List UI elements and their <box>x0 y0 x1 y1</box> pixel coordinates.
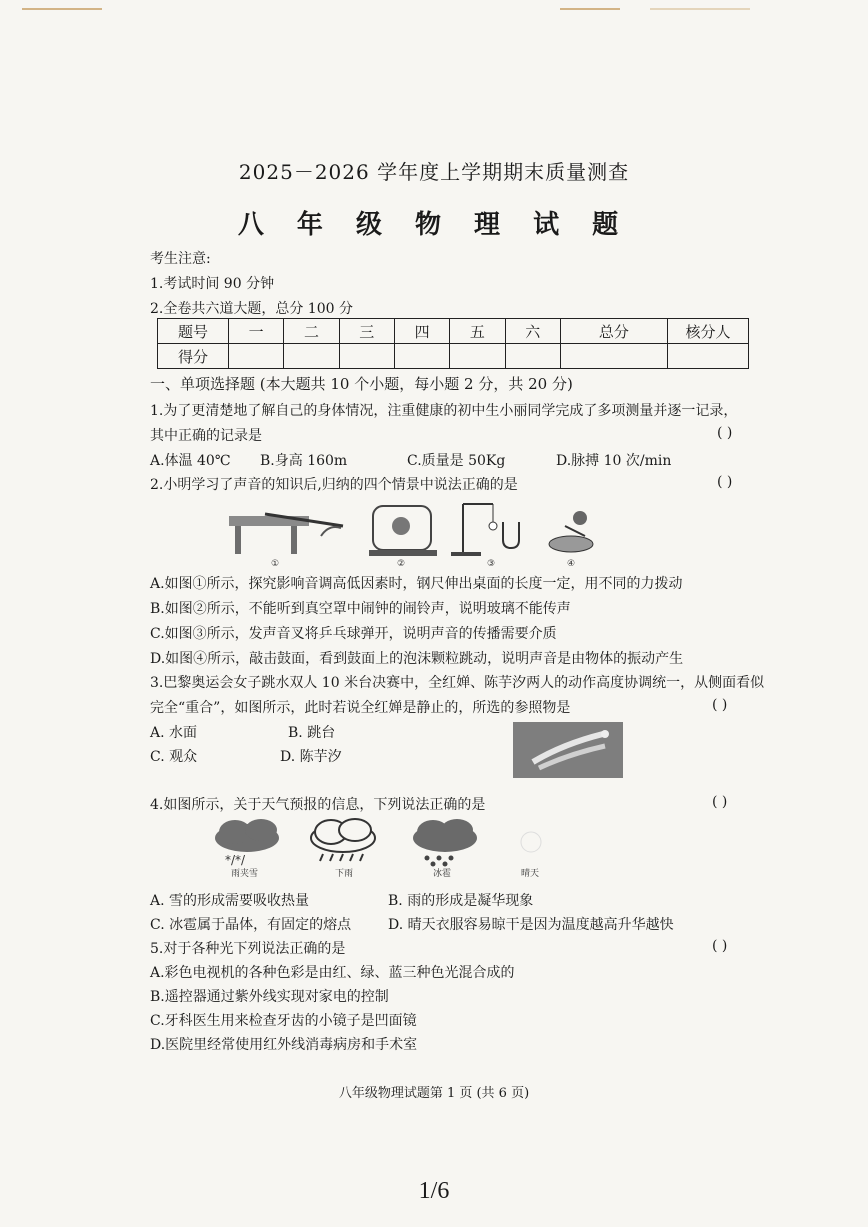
question-stem: 其中正确的记录是 <box>150 428 262 444</box>
ruler-on-table-illustration <box>229 514 343 554</box>
figure-caption: ① <box>271 559 280 568</box>
table-cell: 总分 <box>560 319 667 344</box>
sound-experiments-figure <box>225 496 605 568</box>
question-stem: 4.如图所示，关于天气预报的信息，下列说法正确的是 <box>150 797 486 813</box>
score-input-cell[interactable] <box>668 344 749 369</box>
score-table-score-row <box>158 344 749 369</box>
score-input-cell[interactable] <box>339 344 394 369</box>
scan-artifact <box>560 8 620 10</box>
score-input-cell[interactable] <box>394 344 449 369</box>
figure-caption: ④ <box>567 559 576 568</box>
option: A. 水面 <box>150 725 198 741</box>
svg-text:*/*/: */*/ <box>225 853 246 867</box>
table-cell: 题号 <box>158 319 229 344</box>
question-stem: 5.对于各种光下列说法正确的是 <box>150 941 346 957</box>
page-footer: 八年级物理试题第 1 页 (共 6 页) <box>338 1086 530 1101</box>
question-stem: 完全“重合”，如图所示，此时若说全红婵是静止的，所选的参照物是 <box>150 700 571 716</box>
option: A. 雪的形成需要吸收热量 <box>150 893 310 909</box>
table-cell: 得分 <box>158 344 229 369</box>
option: C.如图③所示，发声音叉将乒乓球弹开，说明声音的传播需要介质 <box>150 626 557 642</box>
option: D.医院里经常使用红外线消毒病房和手术室 <box>150 1037 418 1053</box>
option: B. 雨的形成是凝华现象 <box>388 893 534 909</box>
table-cell: 一 <box>229 319 284 344</box>
scan-artifact <box>22 8 102 10</box>
option: A.彩色电视机的各种色彩是由红、绿、蓝三种色光混合成的 <box>150 965 515 981</box>
drum-illustration <box>549 511 593 552</box>
table-cell: 核分人 <box>668 319 749 344</box>
table-cell: 四 <box>394 319 449 344</box>
hail-cloud-icon <box>413 819 477 867</box>
score-table-header-row <box>158 319 749 344</box>
answer-parentheses[interactable]: ( ) <box>717 425 733 441</box>
option: C. 冰雹属于晶体，有固定的熔点 <box>150 917 352 933</box>
scan-artifact <box>650 8 750 10</box>
option: A.如图①所示，探究影响音调高低因素时，钢尺伸出桌面的长度一定，用不同的力拨动 <box>150 576 683 592</box>
option: B.身高 160m <box>260 453 348 469</box>
table-cell: 二 <box>284 319 339 344</box>
sleet-cloud-icon <box>215 819 279 867</box>
option: D.脉搏 10 次/min <box>556 453 672 469</box>
tuning-fork-illustration <box>451 504 519 556</box>
bell-jar-illustration <box>369 506 437 556</box>
answer-parentheses[interactable]: ( ) <box>712 938 728 954</box>
option: B. 跳台 <box>288 725 336 741</box>
exam-title-line2: 八 年 级 物 理 试 题 <box>237 210 631 240</box>
answer-parentheses[interactable]: ( ) <box>712 697 728 713</box>
figure-caption: 晴天 <box>521 869 540 879</box>
rain-cloud-icon <box>311 819 375 861</box>
table-cell: 五 <box>450 319 505 344</box>
diving-photo <box>513 722 623 778</box>
figure-caption: 雨夹雪 <box>231 869 259 879</box>
page-indicator: 1/6 <box>418 1178 450 1204</box>
score-input-cell[interactable] <box>505 344 560 369</box>
score-table <box>157 318 749 369</box>
option: C. 观众 <box>150 749 198 765</box>
figure-caption: ③ <box>487 559 496 568</box>
option: B.遥控器通过紫外线实现对家电的控制 <box>150 989 389 1005</box>
answer-parentheses[interactable]: ( ) <box>717 474 733 490</box>
figure-caption: 下雨 <box>335 869 354 879</box>
exam-title-line1: 2025－2026 学年度上学期期末质量测查 <box>238 160 630 184</box>
option: A.体温 40℃ <box>150 453 231 469</box>
option: C.质量是 50Kg <box>407 453 506 469</box>
table-cell: 六 <box>505 319 560 344</box>
option: D. 晴天衣服容易晾干是因为温度越高升华越快 <box>388 917 674 933</box>
weather-icons-figure <box>205 818 565 880</box>
notice-item: 2.全卷共六道大题，总分 100 分 <box>150 301 353 317</box>
score-input-cell[interactable] <box>560 344 667 369</box>
option: C.牙科医生用来检查牙齿的小镜子是凹面镜 <box>150 1013 417 1029</box>
question-stem: 2.小明学习了声音的知识后,归纳的四个情景中说法正确的是 <box>150 477 518 493</box>
option: B.如图②所示，不能听到真空罩中闹钟的闹铃声，说明玻璃不能传声 <box>150 601 571 617</box>
sunny-icon <box>521 832 541 852</box>
figure-caption: 冰雹 <box>433 869 452 879</box>
answer-parentheses[interactable]: ( ) <box>712 794 728 810</box>
question-stem: 3.巴黎奥运会女子跳水双人 10 米台决赛中，全红婵、陈芋汐两人的动作高度协调统一，从侧面看似 <box>150 675 765 691</box>
figure-caption: ② <box>397 559 406 568</box>
section-heading: 一、单项选择题 (本大题共 10 个小题，每小题 2 分，共 20 分) <box>150 375 573 393</box>
score-input-cell[interactable] <box>284 344 339 369</box>
option: D.如图④所示，敲击鼓面，看到鼓面上的泡沫颗粒跳动，说明声音是由物体的振动产生 <box>150 651 684 667</box>
table-cell: 三 <box>339 319 394 344</box>
score-input-cell[interactable] <box>229 344 284 369</box>
score-input-cell[interactable] <box>450 344 505 369</box>
notice-heading: 考生注意: <box>150 251 211 267</box>
notice-item: 1.考试时间 90 分钟 <box>150 276 275 292</box>
option: D. 陈芋汐 <box>280 749 342 765</box>
question-stem: 1.为了更清楚地了解自己的身体情况，注重健康的初中生小丽同学完成了多项测量并逐一记录， <box>150 403 738 419</box>
